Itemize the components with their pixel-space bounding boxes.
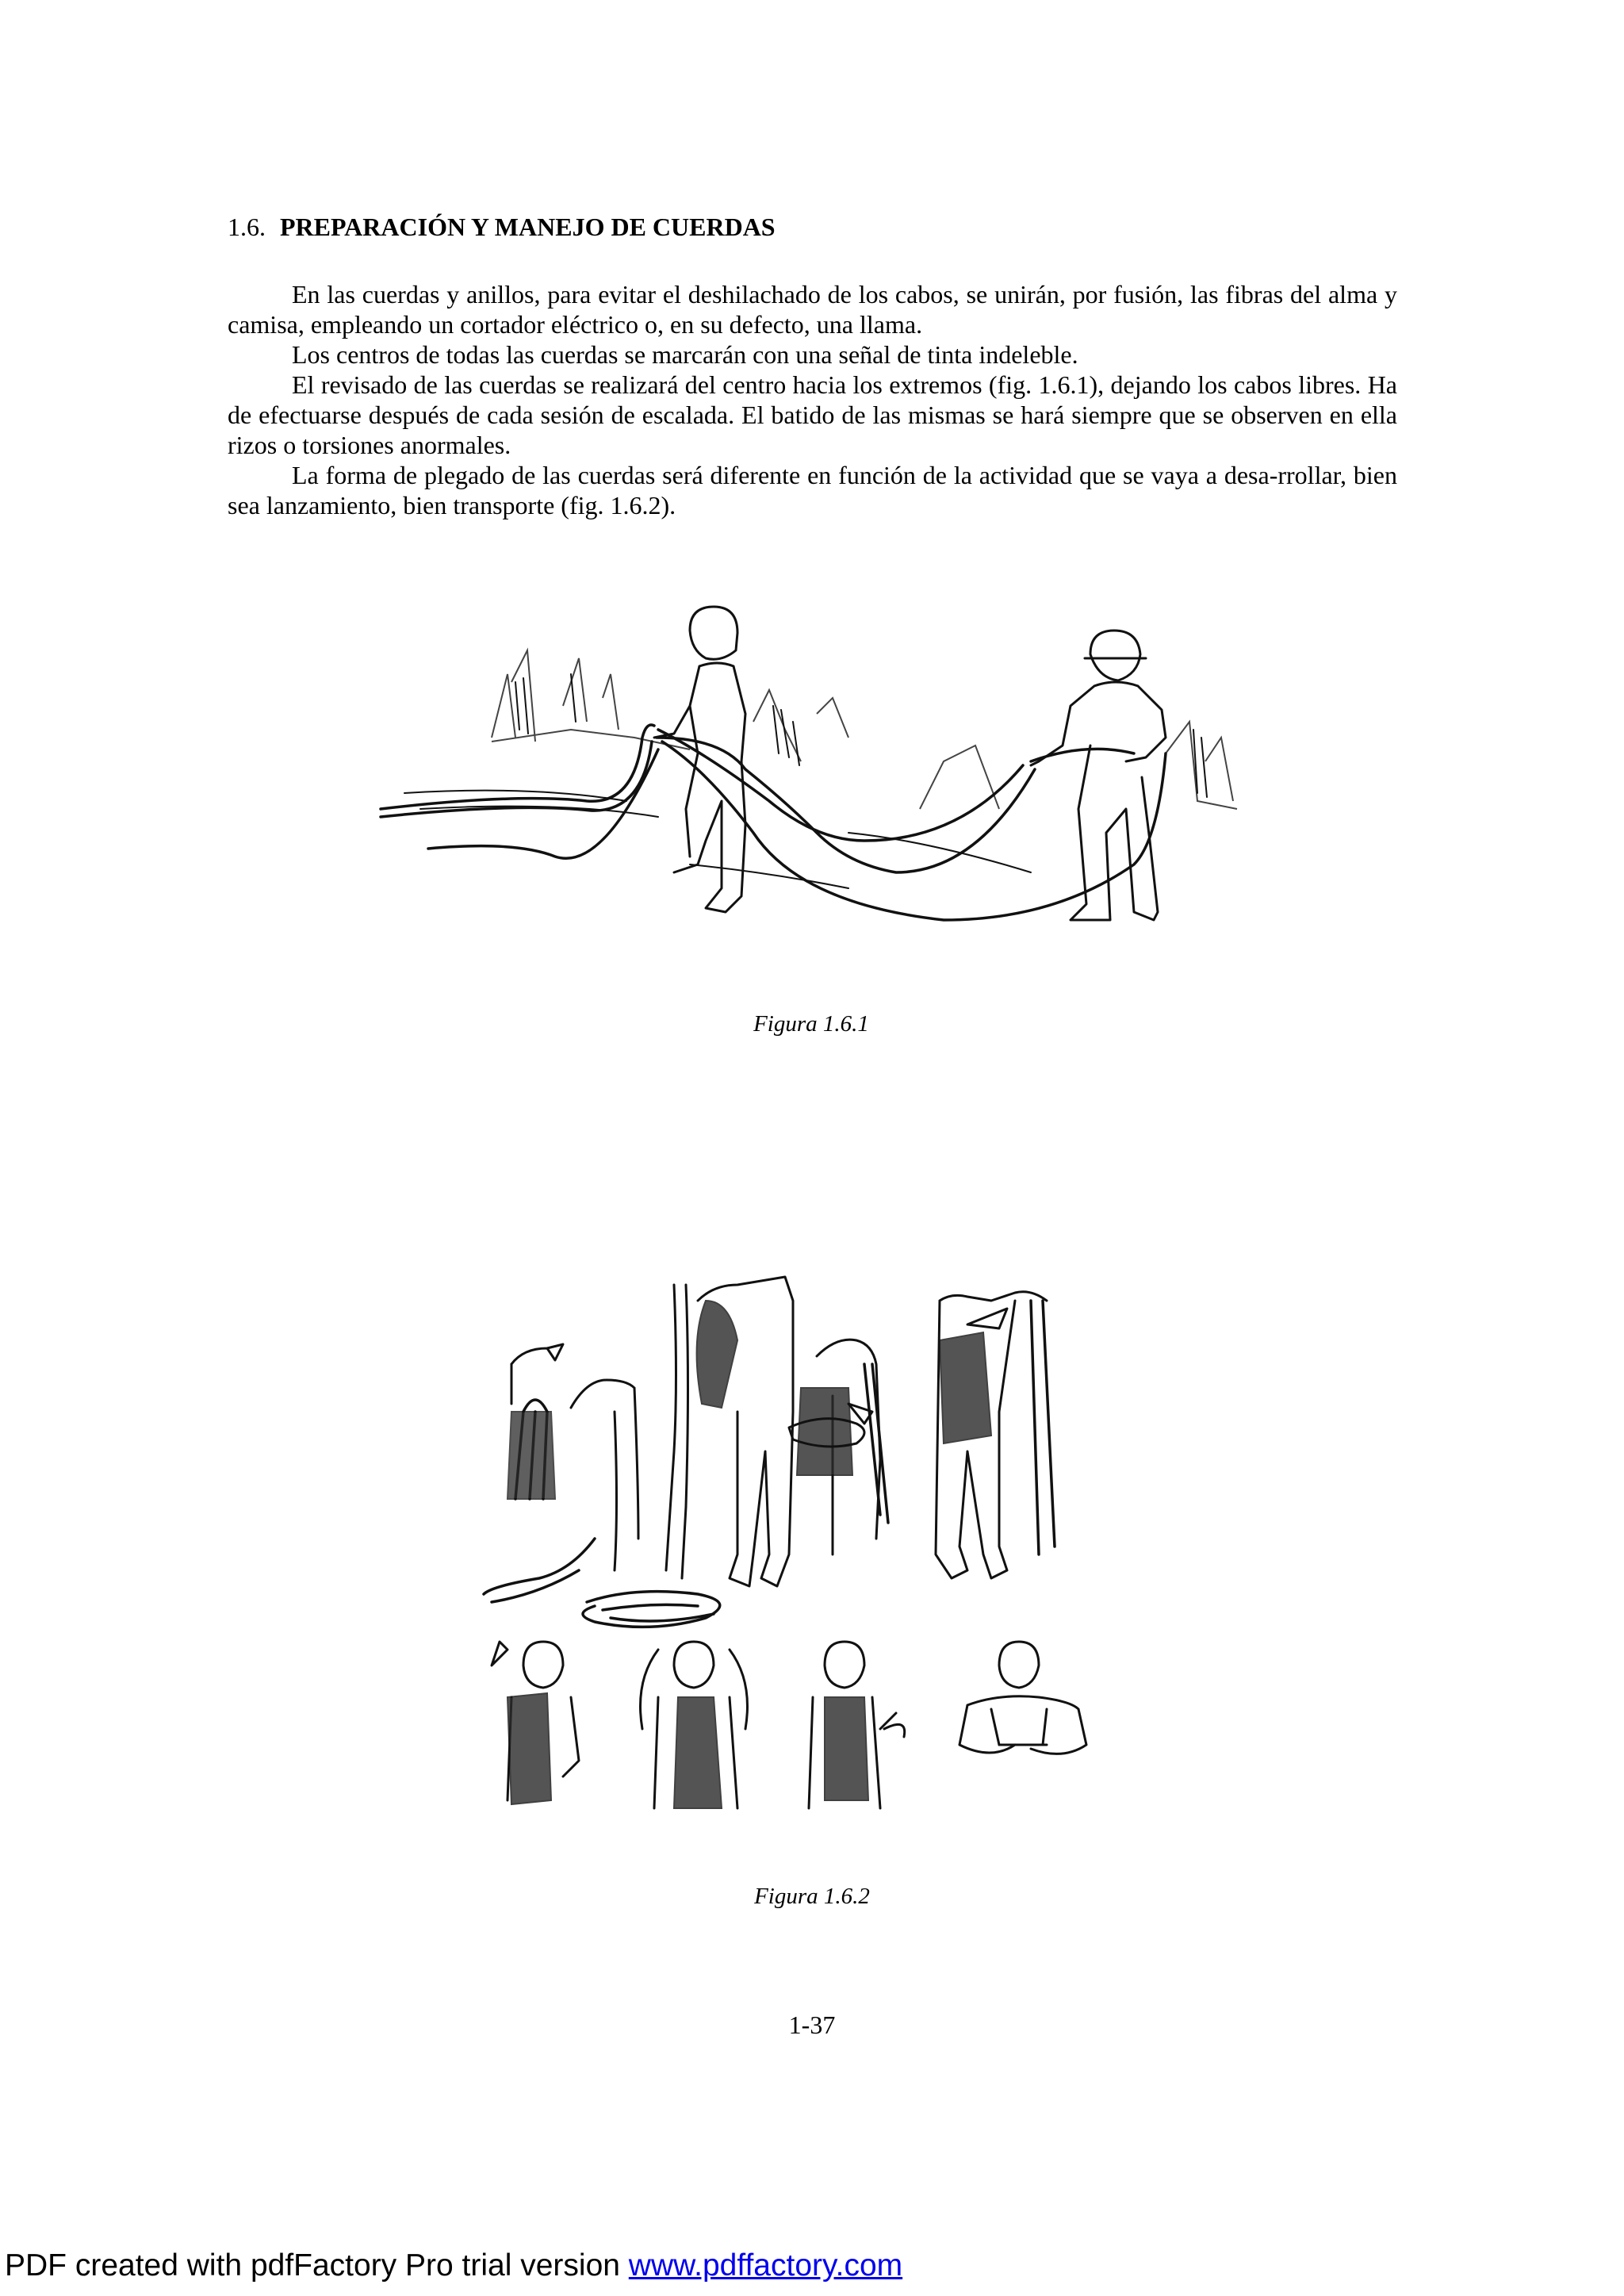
paragraph: La forma de plegado de las cuerdas será diferente en función de la actividad que se vaya a desa-rrollar, bien sea lanzamiento, bien transporte (fig. 1.6.2). [228,461,1397,519]
step-carry-3 [809,1642,905,1808]
rock-outline [492,650,619,742]
paragraph: En las cuerdas y anillos, para evitar el deshilachado de los cabos, se unirán, por fusión, las fibras del alma y camisa, empleando un cortador eléctrico o, en su defecto, una llama. [228,280,1397,339]
step-carry-4 [959,1642,1086,1754]
figure-1-6-2 [476,1253,1189,1860]
footer-text: PDF created with pdfFactory Pro trial version [5,2248,629,2283]
figure-caption: Figura 1.6.2 [754,1884,870,1909]
page-number: 1-37 [788,2010,836,2039]
rope-coiling-illustration [476,1253,1189,1856]
section-number: 1.6. [228,213,266,241]
section-title: PREPARACIÓN Y MANEJO DE CUERDAS [280,213,776,241]
person-right [1031,631,1166,920]
paragraph: El revisado de las cuerdas se realizará del centro hacia los extremos (fig. 1.6.1), dejando los cabos libres. Ha de efectuarse después de cada sesión de escalada. El batido de las mismas se hará siempre que se observen en ella rizos o torsiones anormales. [228,370,1397,459]
rope-inspection-illustration [373,603,1253,991]
body-text [228,279,1397,520]
step-coiling-2 [666,1277,793,1586]
step-coiling-1 [484,1344,638,1602]
step-coiling-4 [936,1292,1055,1578]
footer-link[interactable]: www.pdffactory.com [628,2248,903,2283]
pdf-footer [5,2248,902,2283]
figure-caption: Figura 1.6.1 [753,1011,869,1037]
paragraph: Los centros de todas las cuerdas se marcarán con una señal de tinta indeleble. [292,340,1078,369]
section-heading [228,213,776,242]
step-coiling-3 [789,1340,888,1554]
step-carry-1 [492,1642,579,1804]
coil-on-ground [583,1592,720,1627]
step-carry-2 [641,1642,748,1808]
figure-1-6-1 [373,603,1253,995]
